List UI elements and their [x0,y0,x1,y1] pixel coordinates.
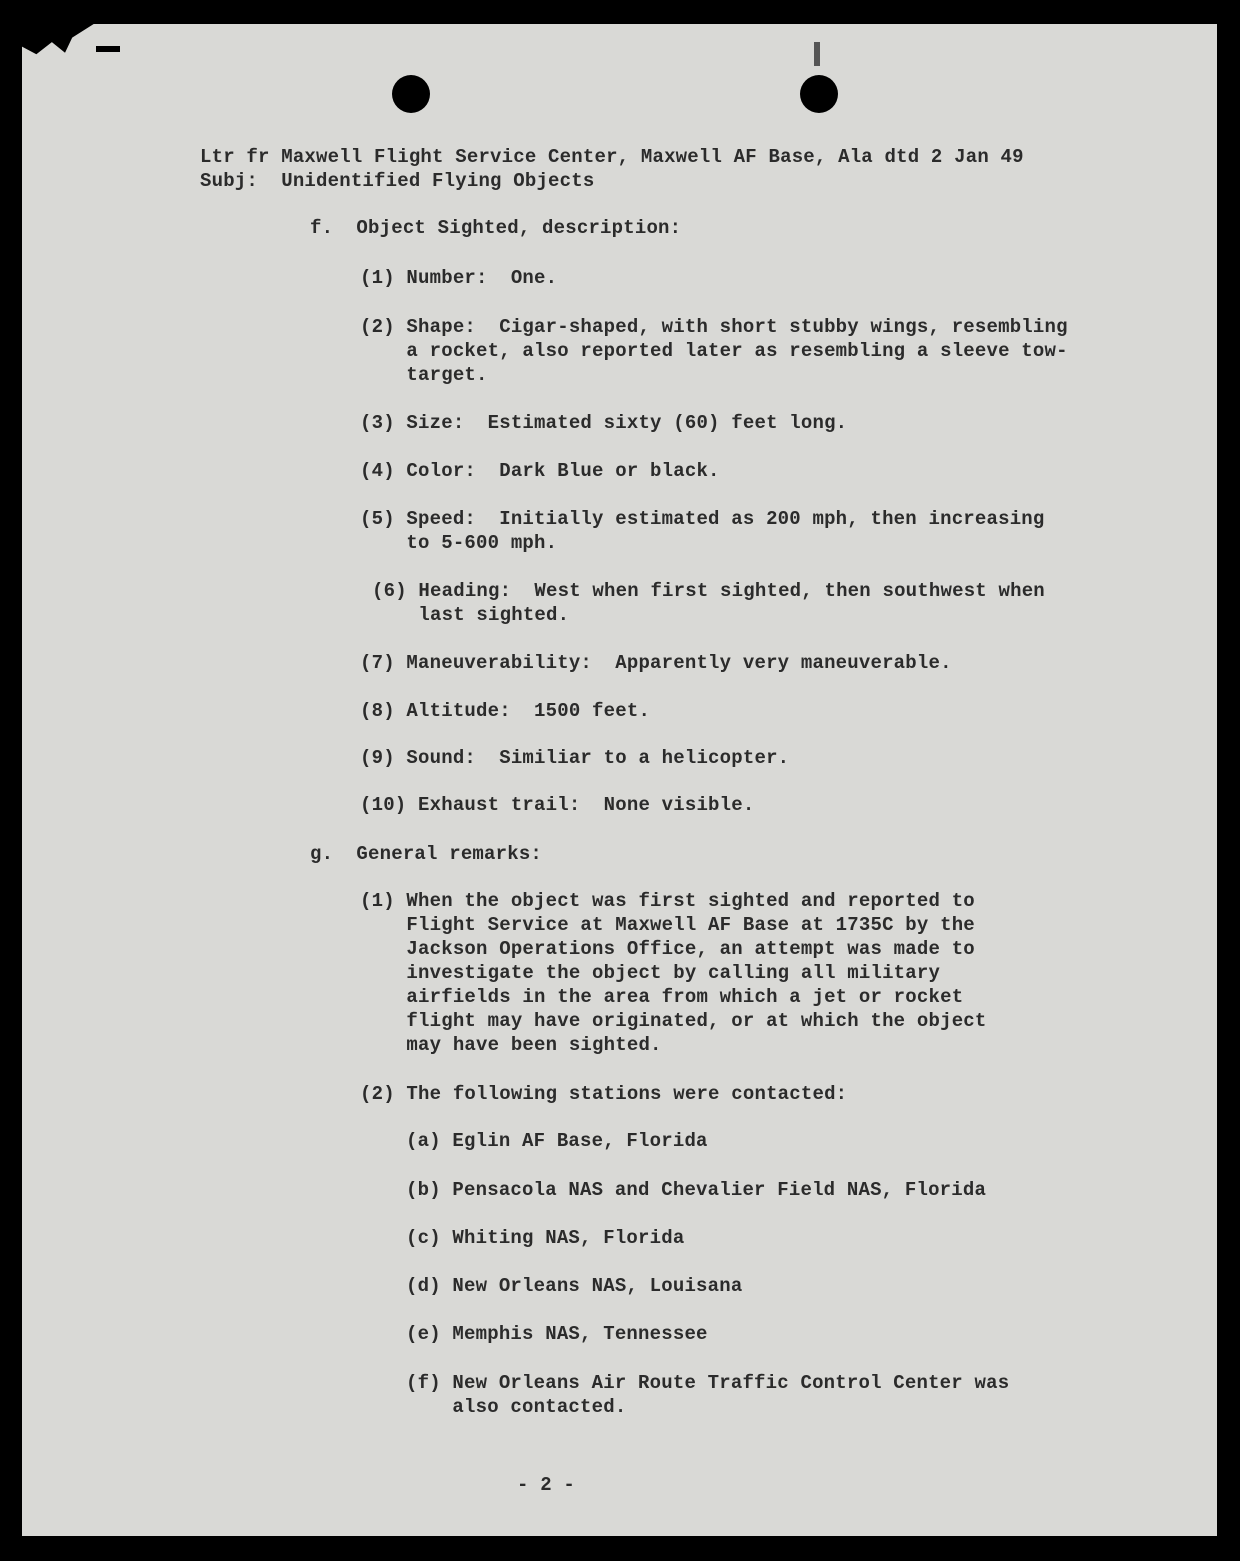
description-line: a rocket, also reported later as resembling a sleeve tow- [360,340,1068,362]
staple-mark [814,42,820,66]
station-item: (b) Pensacola NAS and Chevalier Field NAS, Florida [406,1179,987,1201]
station-item: (f) New Orleans Air Route Traffic Control Center was [406,1372,1010,1394]
station-item: (a) Eglin AF Base, Florida [406,1130,708,1152]
page-number: - 2 - [517,1474,576,1496]
description-line: (10) Exhaust trail: None visible. [360,794,755,816]
document-page [22,24,1217,1536]
remarks-line: (2) The following stations were contacted: [360,1083,848,1105]
description-line: last sighted. [372,604,570,626]
section-g-heading: g. General remarks: [310,843,543,865]
remarks-line: Flight Service at Maxwell AF Base at 1735C by the [360,914,975,936]
paper-tear-mark [96,46,120,52]
station-item: (d) New Orleans NAS, Louisana [406,1275,743,1297]
description-line: (9) Sound: Similiar to a helicopter. [360,747,790,769]
description-line: (3) Size: Estimated sixty (60) feet long. [360,412,848,434]
punch-hole-left [392,75,430,113]
description-line: (1) Number: One. [360,267,558,289]
letter-reference-line: Ltr fr Maxwell Flight Service Center, Maxwell AF Base, Ala dtd 2 Jan 49 [200,146,1024,168]
station-item: (c) Whiting NAS, Florida [406,1227,685,1249]
description-line: (2) Shape: Cigar-shaped, with short stubby wings, resembling [360,316,1068,338]
station-item: also contacted. [406,1396,627,1418]
description-line: (5) Speed: Initially estimated as 200 mph, then increasing [360,508,1045,530]
remarks-line: Jackson Operations Office, an attempt was made to [360,938,975,960]
remarks-line: flight may have originated, or at which the object [360,1010,987,1032]
description-line: (8) Altitude: 1500 feet. [360,700,651,722]
section-f-heading: f. Object Sighted, description: [310,217,682,239]
station-item: (e) Memphis NAS, Tennessee [406,1323,708,1345]
description-line: (6) Heading: West when first sighted, then southwest when [372,580,1045,602]
subject-line: Subj: Unidentified Flying Objects [200,170,595,192]
description-line: (4) Color: Dark Blue or black. [360,460,720,482]
remarks-line: investigate the object by calling all military [360,962,941,984]
description-line: (7) Maneuverability: Apparently very maneuverable. [360,652,952,674]
remarks-line: (1) When the object was first sighted and reported to [360,890,975,912]
description-line: target. [360,364,488,386]
punch-hole-right [800,75,838,113]
description-line: to 5-600 mph. [360,532,558,554]
remarks-line: airfields in the area from which a jet or rocket [360,986,964,1008]
remarks-line: may have been sighted. [360,1034,662,1056]
